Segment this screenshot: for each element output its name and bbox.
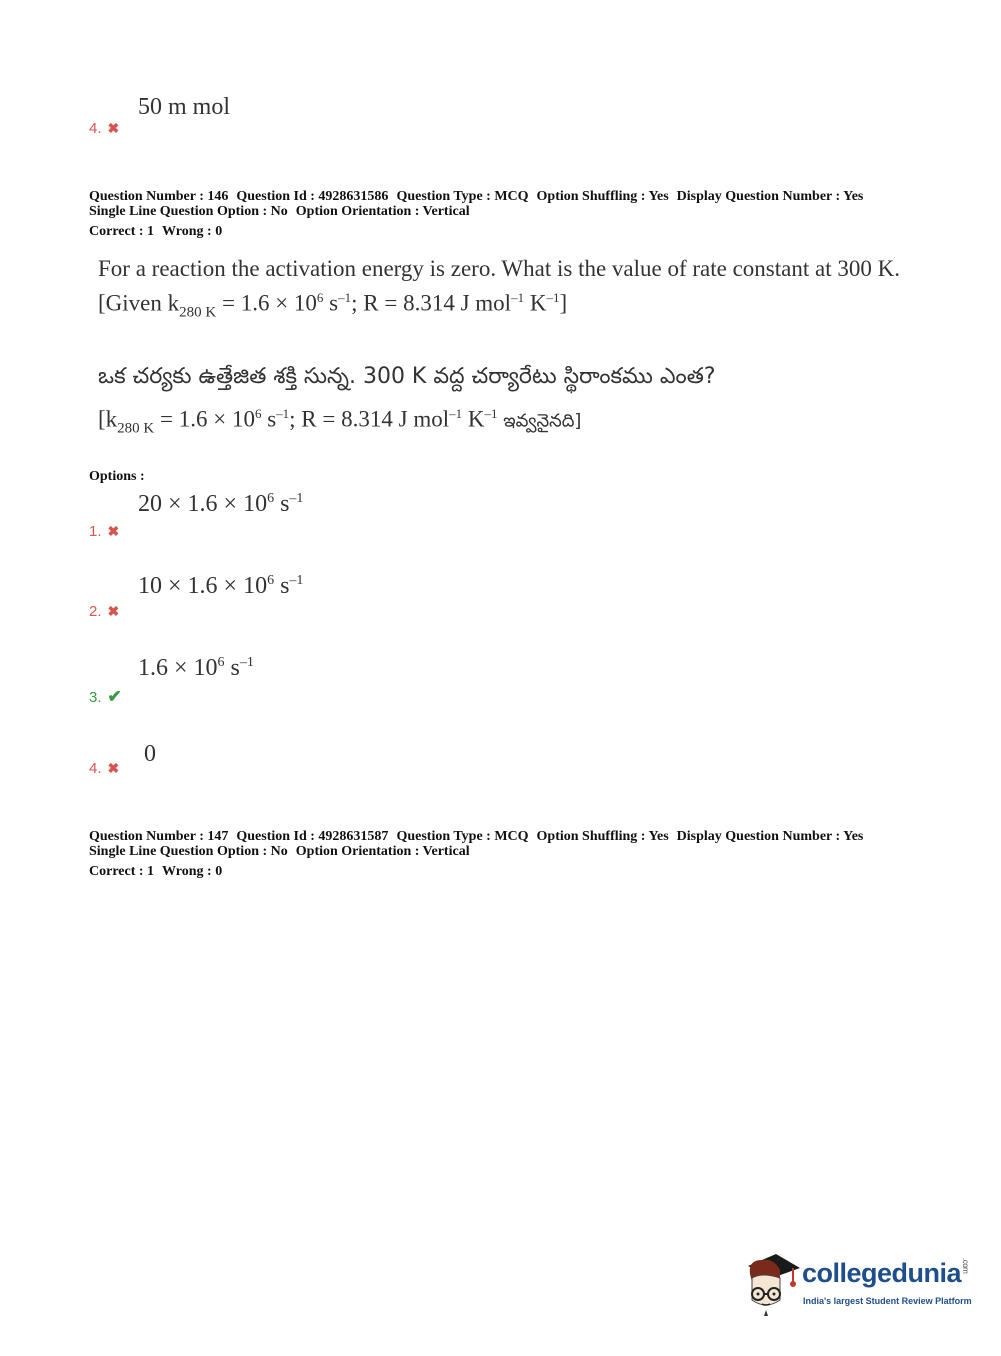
cross-icon: ✖ [107, 120, 120, 136]
option-number: 4. [89, 120, 102, 137]
q146-meta-line2: Single Line Question Option : No Option Orientation : Vertical [89, 204, 470, 219]
option-1-value: $20 \times 1.6 \times 10^6$ $s^{-1}$ [138, 491, 304, 517]
q146-telugu-line2: [$k_{280 K} = 1.6 \times 10^6$ $s^{-1}$; R = 8.314 J mol$^{-1}$ $K^{-1}$ ఇవ్వనైనది] [98, 406, 582, 437]
checkmark-icon: ✔ [107, 687, 122, 706]
q146-meta-line1: Question Number : 146 Question Id : 4928631586 Question Type : MCQ Option Shuffling : Yes Display Question Number : Yes [89, 189, 864, 204]
option-4-marker [89, 760, 119, 777]
option-number: 3. [89, 688, 102, 706]
q146-meta [89, 189, 871, 239]
option-3-value: $1.6 \times 10^6$ $s^{-1}$ [138, 655, 254, 681]
option-2-marker [89, 603, 119, 620]
q146-english-line2: [Given $k_{280 K} = 1.6 \times 10^6$ $s^{-1}$; R = 8.314 J mol$^{-1}$ $K^{-1}$] [98, 290, 568, 321]
q147-meta-line2: Single Line Question Option : No Option Orientation : Vertical [89, 844, 470, 859]
option-1-marker [89, 523, 119, 540]
collegedunia-logo[interactable] [740, 1248, 970, 1320]
option-number: 2. [89, 603, 102, 620]
prev-option-4-marker [89, 120, 119, 137]
option-3-marker [89, 687, 122, 707]
option-2-value: $10 \times 1.6 \times 10^6$ $s^{-1}$ [138, 573, 304, 599]
brand-tagline: India's largest Student Review Platform [803, 1296, 972, 1306]
brand-name: collegedunia.com [802, 1258, 971, 1288]
dotcom-label: .com [961, 1258, 971, 1274]
q147-meta [89, 829, 871, 879]
cross-icon: ✖ [107, 760, 120, 776]
option-number: 1. [89, 523, 102, 540]
q147-meta-line1: Question Number : 147 Question Id : 4928631587 Question Type : MCQ Option Shuffling : Yes Display Question Number : Yes [89, 829, 864, 844]
q146-telugu-line1: ఒక చర్యకు ఉత్తేజిత శక్తి సున్న. 300 K వద్ద చర్యారేటు స్థిరాంకము ఎంత? [98, 364, 716, 389]
option-number: 4. [89, 760, 102, 777]
mascot-icon [740, 1248, 802, 1318]
options-label: Options : [89, 469, 145, 484]
q147-meta-line3: Correct : 1 Wrong : 0 [89, 864, 223, 879]
cross-icon: ✖ [107, 603, 120, 619]
option-4-value: 0 [144, 741, 156, 767]
q146-meta-line3: Correct : 1 Wrong : 0 [89, 224, 223, 239]
prev-option-4-value: 50 m mol [138, 94, 231, 120]
q146-english-line1: For a reaction the activation energy is zero. What is the value of rate constant at 300 K. [98, 256, 900, 281]
cross-icon: ✖ [107, 523, 120, 539]
